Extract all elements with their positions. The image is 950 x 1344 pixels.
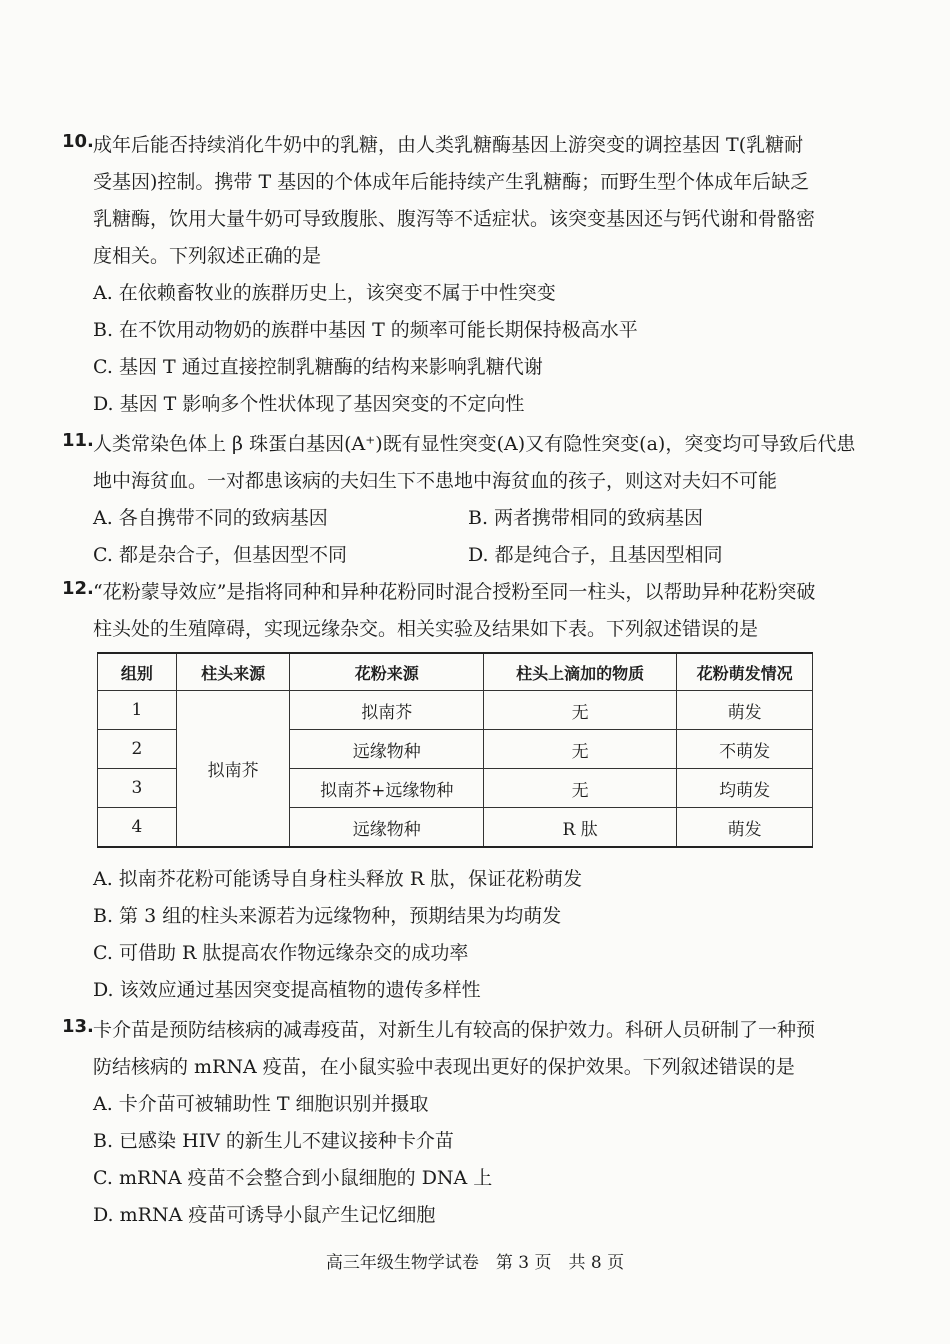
table-cell-group: 4 (98, 808, 177, 848)
option-d: D. 都是纯合子，且基因型相同 (468, 544, 723, 566)
table-cell-substance: 无 (483, 691, 676, 730)
question-text-line: “花粉蒙导效应”是指将同种和异种花粉同时混合授粉至同一柱头，以帮助异种花粉突破 (93, 581, 816, 603)
option-b: B. 在不饮用动物奶的族群中基因 T 的频率可能长期保持极高水平 (93, 319, 638, 341)
option-a: A. 卡介苗可被辅助性 T 细胞识别并摄取 (93, 1093, 429, 1115)
option-c: C. mRNA 疫苗不会整合到小鼠细胞的 DNA 上 (93, 1167, 493, 1189)
option-b: B. 已感染 HIV 的新生儿不建议接种卡介苗 (93, 1130, 454, 1152)
question-number: 12. (62, 578, 94, 599)
table-cell-group: 1 (98, 691, 177, 730)
question-number: 11. (62, 430, 94, 451)
table-cell-pollen: 拟南芥+远缘物种 (290, 769, 483, 808)
option-d: D. 基因 T 影响多个性状体现了基因突变的不定向性 (93, 393, 525, 415)
table-cell-pollen: 远缘物种 (290, 730, 483, 769)
table-cell-stigma-source: 拟南芥 (176, 691, 290, 848)
table-header: 花粉来源 (290, 653, 483, 691)
option-c: C. 可借助 R 肽提高农作物远缘杂交的成功率 (93, 942, 469, 964)
table-cell-group: 2 (98, 730, 177, 769)
option-b: B. 两者携带相同的致病基因 (468, 507, 704, 529)
table-cell-result: 均萌发 (677, 769, 813, 808)
table-cell-substance: R 肽 (483, 808, 676, 848)
table-header: 组别 (98, 653, 177, 691)
option-a: A. 在依赖畜牧业的族群历史上，该突变不属于中性突变 (93, 282, 556, 304)
question-text-line: 柱头处的生殖障碍，实现远缘杂交。相关实验及结果如下表。下列叙述错误的是 (93, 618, 759, 640)
table-cell-result: 萌发 (677, 691, 813, 730)
table-row (98, 691, 813, 730)
table-cell-pollen: 拟南芥 (290, 691, 483, 730)
question-text-line: 防结核病的 mRNA 疫苗，在小鼠实验中表现出更好的保护效果。下列叙述错误的是 (93, 1056, 795, 1078)
option-c: C. 基因 T 通过直接控制乳糖酶的结构来影响乳糖代谢 (93, 356, 543, 378)
option-d: D. mRNA 疫苗可诱导小鼠产生记忆细胞 (93, 1204, 436, 1226)
table-cell-substance: 无 (483, 730, 676, 769)
table-header: 柱头来源 (176, 653, 290, 691)
experiment-table (97, 652, 813, 848)
question-text-line: 卡介苗是预防结核病的减毒疫苗，对新生儿有较高的保护效力。科研人员研制了一种预 (93, 1019, 816, 1041)
option-a: A. 拟南芥花粉可能诱导自身柱头释放 R 肽，保证花粉萌发 (93, 868, 583, 890)
page-footer: 高三年级生物学试卷 第 3 页 共 8 页 (325, 1253, 625, 1273)
question-text-line: 地中海贫血。一对都患该病的夫妇生下不患地中海贫血的孩子，则这对夫妇不可能 (93, 470, 778, 492)
question-number: 13. (62, 1016, 94, 1037)
question-text-line: 乳糖酶，饮用大量牛奶可导致腹胀、腹泻等不适症状。该突变基因还与钙代谢和骨骼密 (93, 208, 816, 230)
table-cell-substance: 无 (483, 769, 676, 808)
option-b: B. 第 3 组的柱头来源若为远缘物种，预期结果为均萌发 (93, 905, 562, 927)
question-text-line: 受基因)控制。携带 T 基因的个体成年后能持续产生乳糖酶；而野生型个体成年后缺乏 (93, 171, 810, 193)
table-cell-pollen: 远缘物种 (290, 808, 483, 848)
table-cell-group: 3 (98, 769, 177, 808)
question-number: 10. (62, 131, 94, 152)
question-text-line: 成年后能否持续消化牛奶中的乳糖，由人类乳糖酶基因上游突变的调控基因 T(乳糖耐 (93, 134, 804, 156)
table-header: 花粉萌发情况 (677, 653, 813, 691)
option-d: D. 该效应通过基因突变提高植物的遗传多样性 (93, 979, 481, 1001)
question-text-line: 人类常染色体上 β 珠蛋白基因(A⁺)既有显性突变(A)又有隐性突变(a)，突变均可导致后代患 (93, 433, 856, 455)
question-text-line: 度相关。下列叙述正确的是 (93, 245, 322, 267)
option-c: C. 都是杂合子，但基因型不同 (93, 544, 347, 566)
table-cell-result: 不萌发 (677, 730, 813, 769)
table-cell-result: 萌发 (677, 808, 813, 848)
table-header: 柱头上滴加的物质 (483, 653, 676, 691)
option-a: A. 各自携带不同的致病基因 (93, 507, 328, 529)
